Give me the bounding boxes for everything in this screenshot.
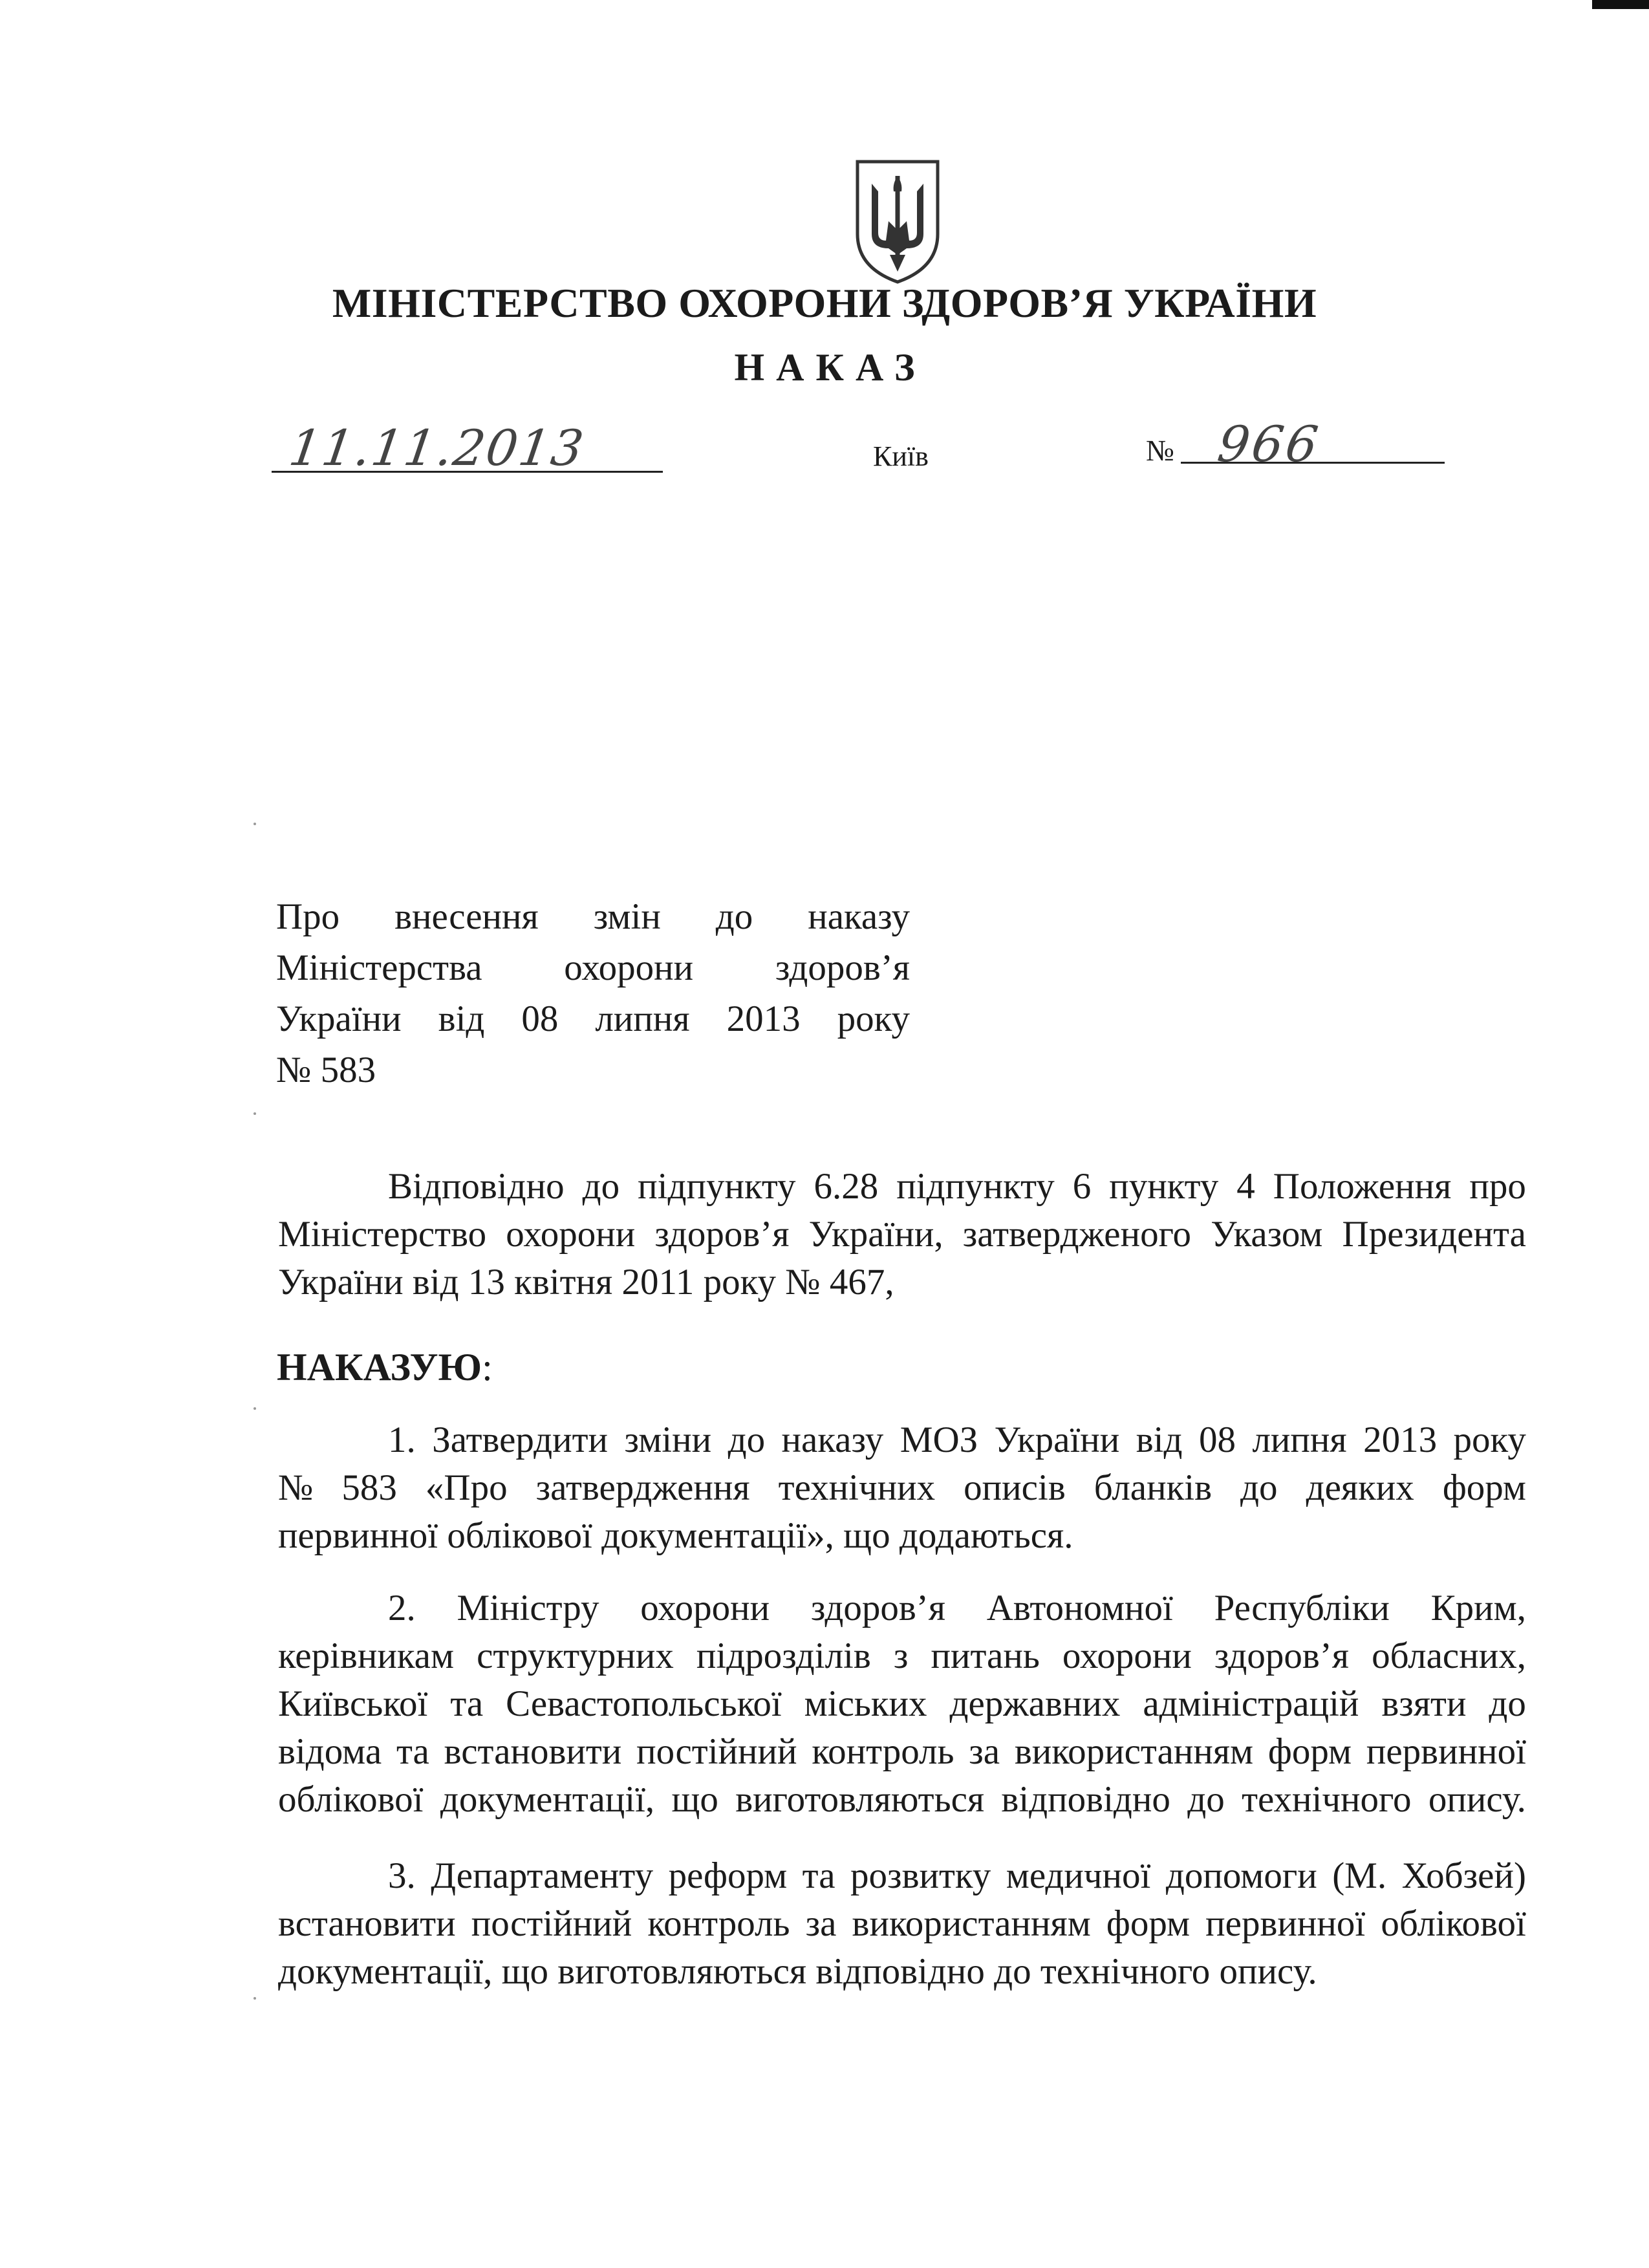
paragraph-line: облікової документації, що виготовляються відповідно до технічного опису.: [278, 1779, 1526, 1820]
date-underline: [272, 471, 663, 473]
paragraph-line: встановити постійний контроль за використанням форм первинної облікової: [278, 1903, 1526, 1944]
paragraph-line: відома та встановити постійний контроль за використанням форм первинної: [278, 1731, 1526, 1772]
order-item-1: [278, 1416, 1526, 1560]
trident-coat-of-arms-icon: [852, 158, 943, 285]
paragraph-line: 1. Затвердити зміни до наказу МОЗ України від 08 липня 2013 року: [388, 1420, 1526, 1460]
paragraph-line: 2. Міністру охорони здоров’я Автономної Республіки Крим,: [388, 1588, 1526, 1628]
subject-line: № 583: [276, 1050, 376, 1090]
city-label: Київ: [873, 440, 929, 472]
paragraph-line: Київської та Севастопольської міських державних адміністрацій взяти до: [278, 1683, 1526, 1724]
paragraph-line: Відповідно до підпункту 6.28 підпункту 6 пункту 4 Положення про: [388, 1166, 1526, 1207]
paragraph-line: первинної облікової документації», що додаються.: [278, 1515, 1073, 1556]
order-directive-word: НАКАЗУЮ: [277, 1346, 482, 1388]
document-type: НАКАЗ: [734, 346, 927, 389]
handwritten-date: 11.11.2013: [285, 419, 588, 477]
scan-speck: [253, 1112, 256, 1115]
scan-corner-mark: [1592, 0, 1649, 9]
paragraph-line: Міністерство охорони здоров’я України, затвердженого Указом Президента: [278, 1214, 1526, 1255]
order-subject: [276, 891, 910, 1096]
order-item-2: [278, 1584, 1526, 1824]
subject-line: Про внесення змін до наказу: [276, 896, 910, 937]
scan-speck: [253, 1407, 256, 1410]
subject-line: України від 08 липня 2013 року: [276, 999, 910, 1039]
scan-speck: [253, 1997, 256, 2000]
paragraph-line: 3. Департаменту реформ та розвитку медичної допомоги (М. Хобзей): [388, 1855, 1526, 1896]
paragraph-line: України від 13 квітня 2011 року № 467,: [278, 1262, 894, 1302]
order-directive-colon: :: [482, 1346, 493, 1388]
paragraph-line: керівникам структурних підрозділів з питань охорони здоров’я обласних,: [278, 1636, 1526, 1676]
scan-speck: [253, 823, 256, 825]
order-item-3: [278, 1852, 1526, 1996]
preamble-paragraph: [278, 1163, 1526, 1306]
order-directive: [277, 1345, 493, 1390]
ministry-title: МІНІСТЕРСТВО ОХОРОНИ ЗДОРОВ’Я УКРАЇНИ: [332, 280, 1317, 326]
subject-line: Міністерства охорони здоров’я: [276, 947, 910, 988]
handwritten-number: 966: [1214, 415, 1324, 473]
number-sign: №: [1146, 434, 1174, 467]
paragraph-line: № 583 «Про затвердження технічних описів бланків до деяких форм: [278, 1467, 1526, 1508]
paragraph-line: документації, що виготовляються відповідно до технічного опису.: [278, 1951, 1317, 1992]
number-underline: [1181, 462, 1445, 464]
